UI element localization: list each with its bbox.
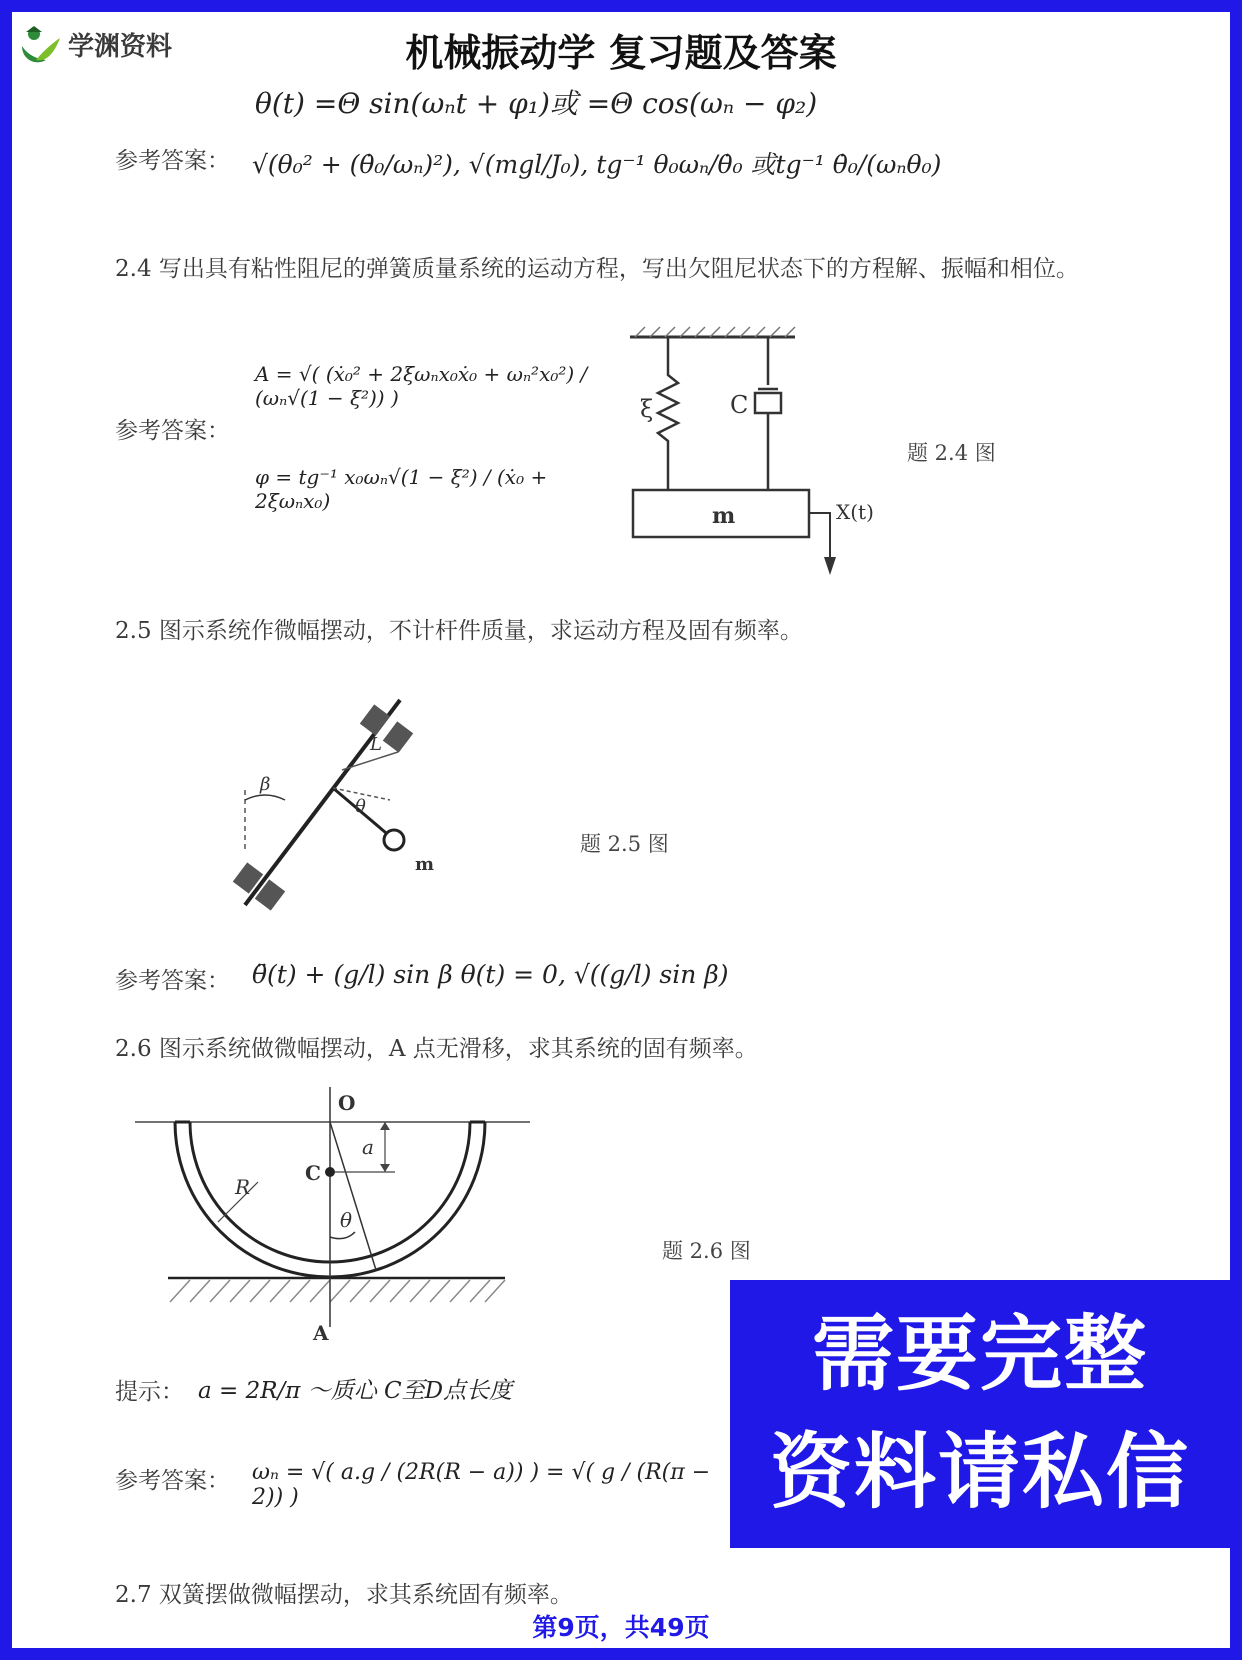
ceiling xyxy=(630,327,795,337)
label-O: O xyxy=(338,1091,356,1115)
promo-banner[interactable] xyxy=(730,1280,1230,1548)
figure-2-5-caption: 题 2.5 图 xyxy=(580,832,669,856)
answer-label-26: 参考答案： xyxy=(115,1468,230,1494)
promo-line-1: 需要完整 xyxy=(811,1307,1148,1402)
figure-2-6 xyxy=(130,1082,540,1352)
spring-label: ξ xyxy=(640,395,654,423)
answer-25: θ̈(t) + (g/l) sin β θ(t) = 0, √((g/l) sin β) xyxy=(252,960,729,989)
page-number: 第9页，共49页 xyxy=(532,1613,710,1642)
logo-text: 学渊资料 xyxy=(68,31,173,62)
hint-label: 提示： xyxy=(115,1379,184,1405)
answer-label-24: 参考答案： xyxy=(115,418,230,444)
damper-label: C xyxy=(730,391,749,419)
answer-24-amplitude: A = √( (ẋ₀² + 2ξωₙx₀ẋ₀ + ωₙ²x₀²) / (ωₙ√(1 − ξ²)) ) xyxy=(255,362,588,410)
label-R: R xyxy=(235,1175,251,1199)
label-theta: θ xyxy=(340,1208,353,1232)
question-2-5: 2.5 图示系统作微幅摆动，不计杆件质量，求运动方程及固有频率。 xyxy=(115,618,803,644)
answer-24-phase: φ = tg⁻¹ x₀ωₙ√(1 − ξ²) / (ẋ₀ + 2ξωₙx₀) xyxy=(255,465,548,513)
figure-2-4-caption: 题 2.4 图 xyxy=(907,441,996,465)
theta-label: θ xyxy=(355,796,366,817)
answer-26: ωₙ = √( a.g / (2R(R − a)) ) = √( g / (R(π − 2)) ) xyxy=(252,1460,711,1510)
question-2-6: 2.6 图示系统做微幅摆动，A 点无滑移，求其系统的固有频率。 xyxy=(115,1036,758,1062)
damper xyxy=(755,337,781,490)
page-title: 机械振动学 复习题及答案 xyxy=(405,31,837,75)
answer-23: √(θ₀² + (θ̇₀/ωₙ)²), √(mgl/J₀), tg⁻¹ θ₀ωₙ/θ̇₀ 或tg⁻¹ θ̇₀/(ωₙθ₀) xyxy=(252,150,942,179)
label-a: a xyxy=(362,1135,374,1159)
figure-2-5 xyxy=(230,690,450,915)
formula-top: θ(t) =Θ sin(ωₙt + φ₁)或 =Θ cos(ωₙ − φ₂) xyxy=(255,87,818,120)
answer-label-23: 参考答案： xyxy=(115,148,230,174)
length-label: L xyxy=(370,734,382,755)
spring xyxy=(658,337,678,490)
label-C: C xyxy=(305,1161,321,1185)
displacement-label: X(t) xyxy=(836,500,874,524)
mass-label-25: m xyxy=(415,854,435,875)
label-A: A xyxy=(313,1321,329,1345)
beta-label: β xyxy=(260,774,271,795)
figure-2-4 xyxy=(620,325,880,580)
figure-2-6-caption: 题 2.6 图 xyxy=(662,1239,751,1263)
mass-label: m xyxy=(712,503,736,529)
center-of-mass xyxy=(325,1167,335,1177)
pendulum-bob xyxy=(384,830,404,850)
promo-line-2: 资料请私信 xyxy=(769,1425,1190,1520)
question-2-7: 2.7 双簧摆做微幅摆动，求其系统固有频率。 xyxy=(115,1582,573,1608)
answer-label-25: 参考答案： xyxy=(115,968,230,994)
hint-text: a = 2R/π ～质心 C至D点长度 xyxy=(198,1378,513,1404)
question-2-4: 2.4 写出具有粘性阻尼的弹簧质量系统的运动方程，写出欠阻尼状态下的方程解、振幅和相位。 xyxy=(115,256,1079,282)
